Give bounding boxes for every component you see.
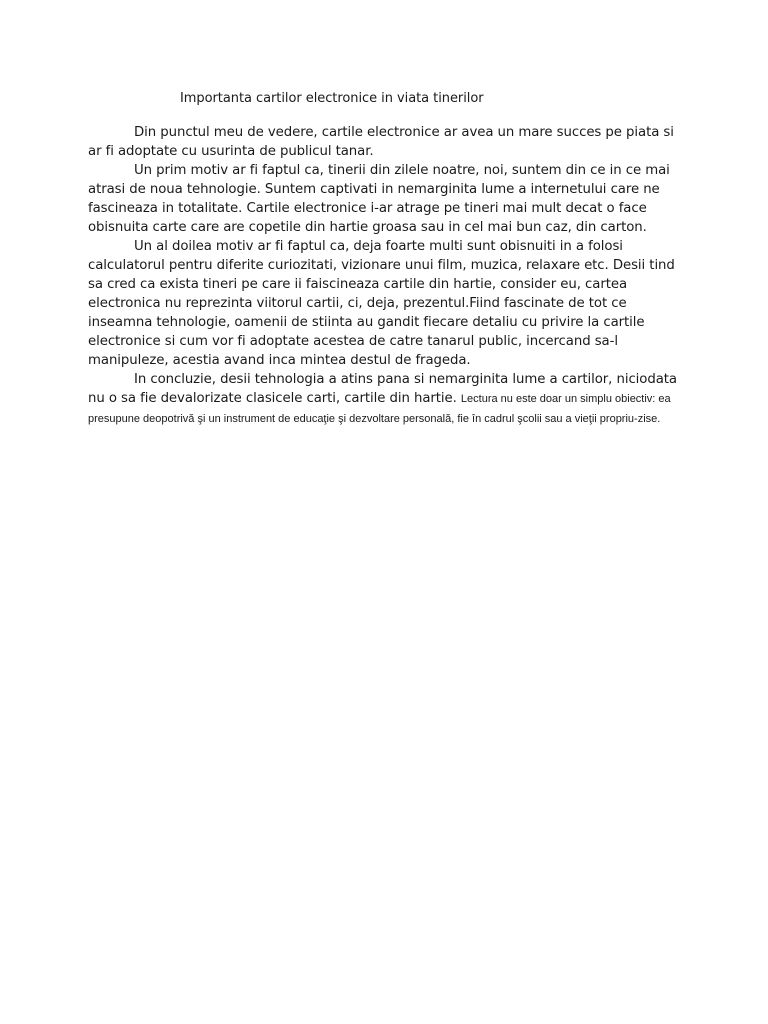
conclusion-text: In concluzie, desii tehnologia a atins pana si nemarginita lume a cartilor, niciodata nu o sa fie devalorizate clasicele carti, cartile din hartie. [88,372,677,406]
paragraph-first-reason: Un prim motiv ar fi faptul ca, tinerii din zilele noatre, noi, suntem din ce in ce mai atrasi de noua tehnologie. Suntem captivati in nemarginita lume a internetului care ne fascineaza in totalitate. Cartile electronice i-ar atrage pe tineri mai mult decat o face obisnuita carte care are copetile din hartie groasa sau in cel mai bun caz, din carton. [88,163,670,235]
appended-quote-text: Lectura nu este doar un simplu obiectiv: ea presupune deopotrivă şi un instrument de educaţie şi dezvoltare personală, fie în cadrul şcolii sau a vieţii propriu-zise. [88,393,671,425]
paragraph-second-reason: Un al doilea motiv ar fi faptul ca, deja foarte multi sunt obisnuiti in a folosi calculatorul pentru diferite curiozitati, vizionare unui film, muzica, relaxare etc. Desii tind sa cred ca exista tineri pe care ii faiscineaza cartile din hartie, consider eu, cartea electronica nu reprezinta viitorul cartii, ci, deja, prezentul.Fiind fascinate de tot ce inseamna tehnologie, oamenii de stiinta au gandit fiecare detaliu cu privire la cartile electronice si cum vor fi adoptate acestea de catre tanarul public, incercand sa-l manipuleze, acestia avand inca mintea destul de frageda. [88,239,675,368]
document-title: Importanta cartilor electronice in viata tinerilor [180,91,484,106]
paragraph-intro: Din punctul meu de vedere, cartile electronice ar avea un mare succes pe piata si ar fi adoptate cu usurinta de publicul tanar. [88,125,674,159]
document-page [88,88,684,429]
paragraph-conclusion [88,370,684,429]
